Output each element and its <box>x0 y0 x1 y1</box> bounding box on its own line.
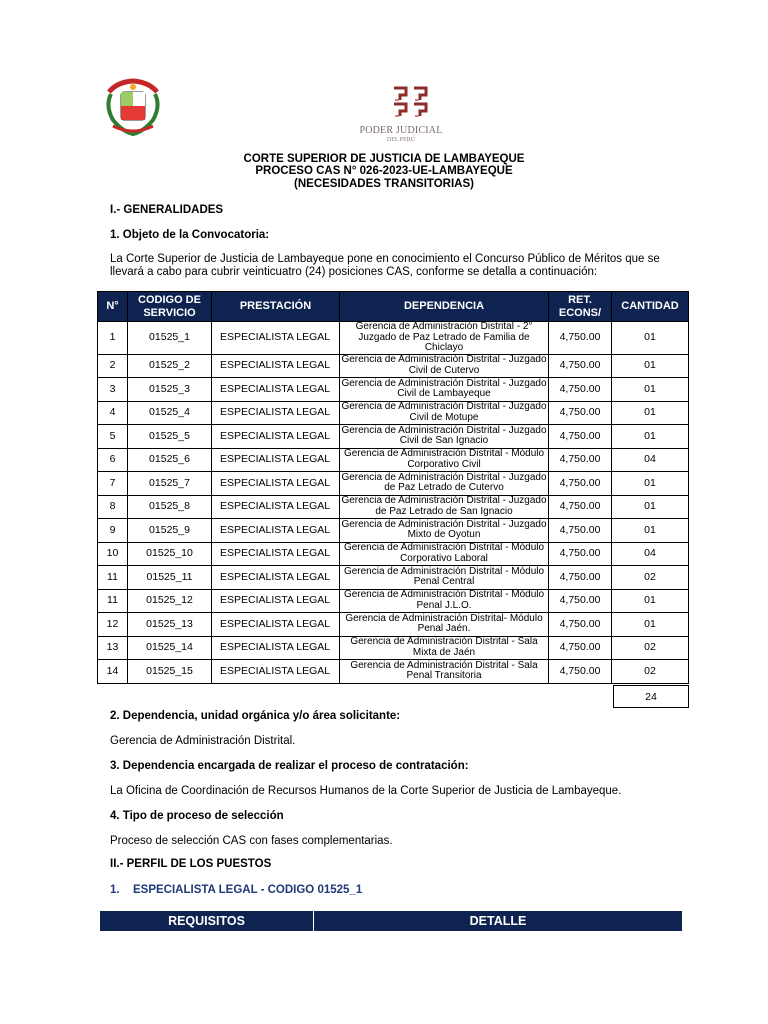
cell-prestacion: ESPECIALISTA LEGAL <box>212 613 340 637</box>
cell-cantidad: 01 <box>612 589 689 613</box>
cell-cantidad: 01 <box>612 613 689 637</box>
cell-cantidad: 02 <box>612 660 689 684</box>
cell-codigo: 01525_15 <box>128 660 212 684</box>
cell-cantidad: 01 <box>612 425 689 449</box>
cell-num: 3 <box>98 378 128 402</box>
cell-codigo: 01525_5 <box>128 425 212 449</box>
cell-cantidad: 01 <box>612 472 689 496</box>
document-title: CORTE SUPERIOR DE JUSTICIA DE LAMBAYEQUE <box>243 153 525 165</box>
cell-dependencia: Gerencia de Administración Distrital - Módulo Corporativo Laboral <box>340 542 549 566</box>
cell-num: 13 <box>98 636 128 660</box>
perfil-heading: II.- PERFIL DE LOS PUESTOS <box>110 858 272 870</box>
table-row <box>98 542 689 566</box>
cell-prestacion: ESPECIALISTA LEGAL <box>212 354 340 378</box>
objeto-heading: 1. Objeto de la Convocatoria: <box>110 229 270 241</box>
cell-ret: 4,750.00 <box>549 589 612 613</box>
cell-ret: 4,750.00 <box>549 613 612 637</box>
cell-num: 12 <box>98 613 128 637</box>
cell-cantidad: 04 <box>612 448 689 472</box>
cell-cantidad: 01 <box>612 495 689 519</box>
cell-num: 8 <box>98 495 128 519</box>
cell-ret: 4,750.00 <box>549 566 612 590</box>
table-row <box>98 322 689 355</box>
table-row <box>98 354 689 378</box>
table-row <box>98 448 689 472</box>
cell-ret: 4,750.00 <box>549 322 612 355</box>
cell-dependencia: Gerencia de Administración Distrital - Sala Penal Transitoria <box>340 660 549 684</box>
cell-dependencia: Gerencia de Administración Distrital - Módulo Penal Central <box>340 566 549 590</box>
cell-dependencia: Gerencia de Administración Distrital - Módulo Corporativo Civil <box>340 448 549 472</box>
cell-codigo: 01525_2 <box>128 354 212 378</box>
cell-prestacion: ESPECIALISTA LEGAL <box>212 660 340 684</box>
process-number: PROCESO CAS N° 026-2023-UE-LAMBAYEQUE <box>255 165 513 177</box>
cell-num: 11 <box>98 589 128 613</box>
section3-heading: 3. Dependencia encargada de realizar el proceso de contratación: <box>110 760 469 772</box>
cell-ret: 4,750.00 <box>549 354 612 378</box>
objeto-text-line2: llevará a cabo para cubrir veinticuatro (24) posiciones CAS, conforme se detalla a continuación: <box>110 266 598 278</box>
cell-codigo: 01525_11 <box>128 566 212 590</box>
cell-num: 9 <box>98 519 128 543</box>
cell-dependencia: Gerencia de Administración Distrital - Juzgado Civil de San Ignacio <box>341 424 547 447</box>
header-cantidad: CANTIDAD <box>612 292 689 322</box>
cell-ret: 4,750.00 <box>549 660 612 684</box>
cell-dependencia: Gerencia de Administración Distrital - Juzgado de Paz Letrado de Cutervo <box>341 471 547 494</box>
cell-num: 6 <box>98 448 128 472</box>
cell-ret: 4,750.00 <box>549 519 612 543</box>
table-row <box>98 613 689 637</box>
table-row <box>98 425 689 449</box>
cell-dependencia: Gerencia de Administración Distrital - Juzgado Civil de Lambayeque <box>341 377 547 400</box>
cell-dependencia: Gerencia de Administración Distrital - Juzgado Mixto de Oyotun <box>341 518 547 541</box>
process-subtitle: (NECESIDADES TRANSITORIAS) <box>294 178 474 190</box>
table-row <box>98 589 689 613</box>
cell-prestacion: ESPECIALISTA LEGAL <box>212 495 340 519</box>
cell-dependencia: Gerencia de Administración Distrital - Juzgado de Paz Letrado de San Ignacio <box>341 495 547 517</box>
table-row <box>98 495 689 519</box>
coat-of-arms-logo <box>103 76 163 138</box>
cell-num: 10 <box>98 542 128 566</box>
cell-codigo: 01525_4 <box>128 401 212 425</box>
cell-prestacion: ESPECIALISTA LEGAL <box>212 519 340 543</box>
cell-ret: 4,750.00 <box>549 378 612 402</box>
table-row <box>98 519 689 543</box>
cell-ret: 4,750.00 <box>549 495 612 519</box>
header-dependencia: DEPENDENCIA <box>340 292 549 322</box>
cell-codigo: 01525_8 <box>128 495 212 519</box>
cell-codigo: 01525_3 <box>128 378 212 402</box>
cell-cantidad: 01 <box>612 378 689 402</box>
header-requisitos: REQUISITOS <box>100 911 314 931</box>
cell-dependencia: Gerencia de Administración Distrital - Sala Mixta de Jaén <box>340 636 549 660</box>
total-cantidad: 24 <box>613 685 689 708</box>
requisitos-table-header <box>100 911 682 931</box>
section2-heading: 2. Dependencia, unidad orgánica y/o área solicitante: <box>110 710 401 722</box>
cell-dependencia: Gerencia de Administración Distrital- Módulo Penal Jaén. <box>340 613 549 637</box>
cell-prestacion: ESPECIALISTA LEGAL <box>212 472 340 496</box>
cell-num: 2 <box>98 354 128 378</box>
table-header-row <box>98 292 689 322</box>
table-row <box>98 472 689 496</box>
section4-heading: 4. Tipo de proceso de selección <box>110 810 284 822</box>
cell-num: 14 <box>98 660 128 684</box>
table-row <box>98 660 689 684</box>
objeto-text-line1: La Corte Superior de Justicia de Lambayeque pone en conocimiento el Concurso Público de Méritos que se <box>110 253 660 265</box>
table-row <box>98 566 689 590</box>
cell-codigo: 01525_14 <box>128 636 212 660</box>
section4-text: Proceso de selección CAS con fases complementarias. <box>110 835 393 847</box>
header-prestacion: PRESTACIÓN <box>212 292 340 322</box>
cell-prestacion: ESPECIALISTA LEGAL <box>212 542 340 566</box>
perfil-item-title: ESPECIALISTA LEGAL - CODIGO 01525_1 <box>133 884 363 896</box>
institution-name: PODER JUDICIAL <box>359 125 443 136</box>
cell-prestacion: ESPECIALISTA LEGAL <box>212 636 340 660</box>
cell-ret: 4,750.00 <box>549 425 612 449</box>
cell-ret: 4,750.00 <box>549 401 612 425</box>
section3-text: La Oficina de Coordinación de Recursos Humanos de la Corte Superior de Justicia de Lambayeque. <box>110 785 622 797</box>
cell-num: 11 <box>98 566 128 590</box>
cell-prestacion: ESPECIALISTA LEGAL <box>212 589 340 613</box>
cell-codigo: 01525_9 <box>128 519 212 543</box>
table-row <box>98 378 689 402</box>
section2-text: Gerencia de Administración Distrital. <box>110 735 296 747</box>
cell-dependencia: Gerencia de Administración Distrital - Juzgado Civil de Motupe <box>341 401 547 423</box>
cell-ret: 4,750.00 <box>549 636 612 660</box>
header-codigo: CODIGO DE SERVICIO <box>128 292 212 322</box>
cell-cantidad: 04 <box>612 542 689 566</box>
cell-cantidad: 01 <box>612 401 689 425</box>
cell-codigo: 01525_6 <box>128 448 212 472</box>
cell-prestacion: ESPECIALISTA LEGAL <box>212 566 340 590</box>
cell-prestacion: ESPECIALISTA LEGAL <box>212 322 340 355</box>
cell-codigo: 01525_1 <box>128 322 212 355</box>
cell-num: 5 <box>98 425 128 449</box>
positions-table <box>97 291 689 684</box>
cell-ret: 4,750.00 <box>549 542 612 566</box>
cell-ret: 4,750.00 <box>549 448 612 472</box>
cell-num: 4 <box>98 401 128 425</box>
cell-prestacion: ESPECIALISTA LEGAL <box>212 378 340 402</box>
cell-ret: 4,750.00 <box>549 472 612 496</box>
cell-prestacion: ESPECIALISTA LEGAL <box>212 401 340 425</box>
cell-num: 7 <box>98 472 128 496</box>
cell-prestacion: ESPECIALISTA LEGAL <box>212 448 340 472</box>
perfil-item-number: 1. <box>110 884 120 896</box>
header-num: N° <box>98 292 128 322</box>
cell-num: 1 <box>98 322 128 355</box>
cell-dependencia: Gerencia de Administración Distrital - Juzgado Civil de Cutervo <box>341 354 547 376</box>
table-row <box>98 636 689 660</box>
cell-codigo: 01525_10 <box>128 542 212 566</box>
header-detalle: DETALLE <box>469 914 527 928</box>
cell-cantidad: 02 <box>612 566 689 590</box>
cell-cantidad: 01 <box>612 519 689 543</box>
section-generalidades-heading: I.- GENERALIDADES <box>110 204 224 216</box>
cell-cantidad: 01 <box>612 354 689 378</box>
cell-dependencia: Gerencia de Administración Distrital - 2° Juzgado de Paz Letrado de Familia de Chiclayo <box>340 322 549 355</box>
header-ret: RET. ECONS/ <box>549 292 612 322</box>
cell-cantidad: 02 <box>612 636 689 660</box>
cell-dependencia: Gerencia de Administración Distrital - Módulo Penal J.L.O. <box>340 589 549 613</box>
cell-codigo: 01525_13 <box>128 613 212 637</box>
table-row <box>98 401 689 425</box>
cell-cantidad: 01 <box>612 322 689 355</box>
cell-codigo: 01525_7 <box>128 472 212 496</box>
cell-codigo: 01525_12 <box>128 589 212 613</box>
institution-subtitle: DEL PERÚ <box>386 137 416 143</box>
cell-prestacion: ESPECIALISTA LEGAL <box>212 425 340 449</box>
